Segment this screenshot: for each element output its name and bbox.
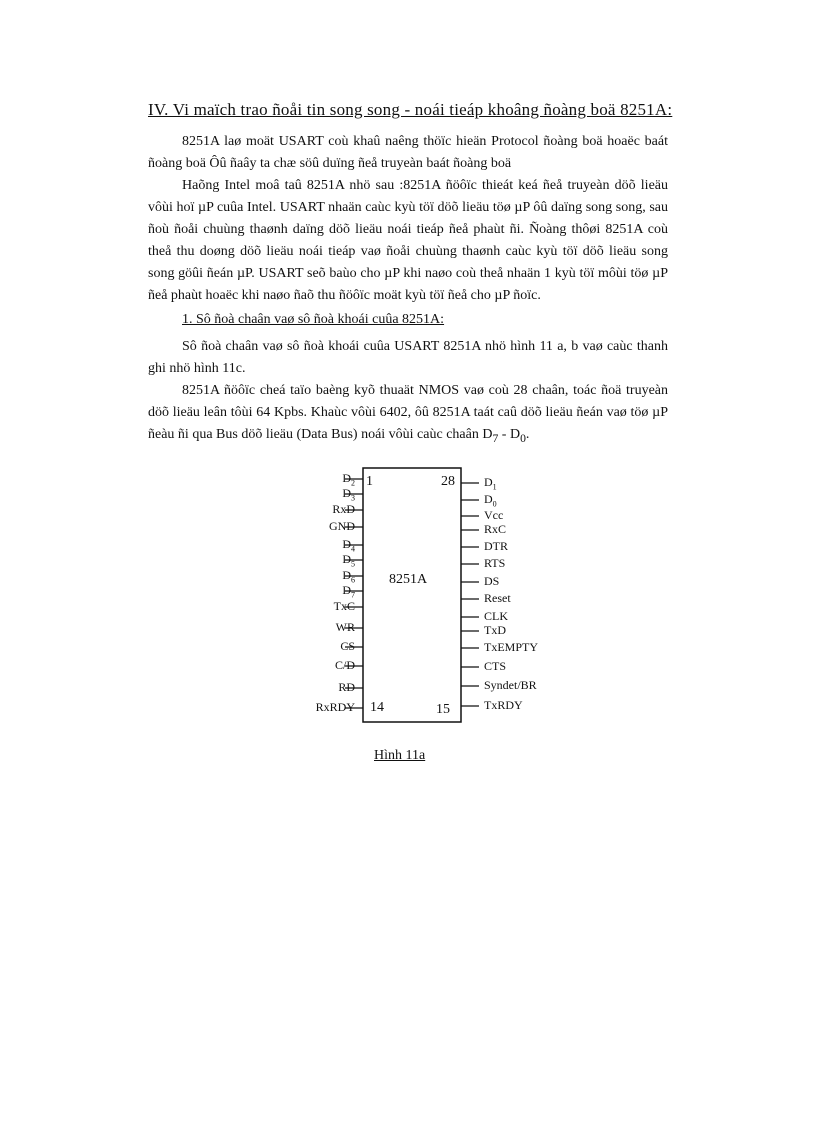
pin-name: WR: [335, 620, 355, 634]
subsection-heading: 1. Sô ñoà chaân vaø sô ñoà khoái cuûa 8251A:: [182, 312, 445, 327]
pin-name: D: [484, 475, 493, 489]
left-pin-label: [316, 701, 355, 714]
pin-subscript: 7: [351, 590, 355, 600]
right-pin-label: [484, 476, 497, 493]
pin-name: RxD: [332, 502, 355, 516]
pin-name: D: [484, 492, 493, 506]
pin-name: D: [342, 471, 351, 485]
pin-subscript: 0: [492, 499, 497, 509]
left-pin-label: [338, 681, 355, 694]
paragraph-intro: 8251A laø moät USART coù khaû naêng thöïc hieän Protocol ñoàng boä hoaëc baát ñoàng boä Ôû ñaây ta chæ söû duïng ñeå truyeàn baát ñoàng boä: [148, 134, 668, 171]
chip-body: [363, 468, 461, 722]
pin-name: GND: [329, 519, 355, 533]
pin-subscript: 4: [351, 544, 355, 554]
left-pin-label: [335, 659, 355, 672]
pin-subscript: 3: [351, 493, 355, 503]
pin-name: D: [342, 568, 351, 582]
left-pin-label: [336, 621, 355, 634]
pin-name: TxD: [484, 623, 506, 637]
section-heading: IV. Vi maïch trao ñoåi tin song song - noái tieáp khoâng ñoàng boä 8251A:: [148, 100, 673, 119]
pin-name: RD: [338, 680, 355, 694]
paragraph-nmos-dash: - D: [498, 427, 521, 442]
right-pin-label: [484, 679, 537, 692]
pin-number-15: 15: [436, 702, 450, 717]
right-pin-label: [484, 592, 511, 605]
left-pin-label: [329, 520, 355, 533]
pin-name: D: [342, 537, 351, 551]
pin-name: DS: [484, 574, 500, 588]
pin-name: Syndet/BR: [484, 678, 537, 692]
pin-name: RxRDY: [315, 700, 355, 714]
pin-name: RTS: [484, 556, 506, 570]
pin-number-1: 1: [366, 474, 373, 489]
left-pin-label: [340, 640, 355, 653]
pin-name: D: [342, 486, 351, 500]
pin-name: TxRDY: [484, 698, 523, 712]
pin-subscript: 6: [351, 575, 355, 585]
chip-name-label: 8251A: [389, 572, 428, 587]
right-pin-label: [484, 523, 506, 536]
left-pin-label: [334, 600, 355, 613]
pin-subscript: 5: [351, 559, 355, 569]
paragraph-pinout-reference: Sô ñoà chaân vaø sô ñoà khoái cuûa USART 8251A nhö hình 11 a, b vaø caùc thanh ghi nhö hình 11c.: [148, 339, 668, 376]
pin-number-28: 28: [441, 474, 455, 489]
pin-name: DTR: [484, 539, 508, 553]
pin-subscript: 1: [492, 482, 497, 492]
subscript-d7: 7: [492, 431, 499, 445]
pin-name: CTS: [484, 659, 507, 673]
right-pin-label: [484, 540, 508, 553]
right-pin-label: [484, 610, 508, 623]
pin-name: D: [342, 583, 351, 597]
paragraph-nmos-description: [148, 380, 668, 450]
right-pin-label: [484, 575, 499, 588]
pin-name: TxEMPTY: [484, 640, 538, 654]
pin-name: Vcc: [484, 508, 504, 522]
pin-name: CS: [340, 639, 355, 653]
right-pin-label: [484, 660, 506, 673]
pin-name: RxC: [484, 522, 507, 536]
pin-number-14: 14: [370, 700, 384, 715]
right-pin-label: [484, 699, 523, 712]
right-pin-label: [484, 641, 538, 654]
right-pin-label: [484, 624, 506, 637]
pin-name: Reset: [484, 591, 511, 605]
paragraph-nmos-text: 8251A ñöôïc cheá taïo baèng kyõ thuaät NMOS vaø coù 28 chaân, toác ñoä truyeàn döõ lieäu leân tôùi 64 Kpbs. Khaùc vôùi 6402, ôû 8251A taát caû döõ lieäu ñeán vaø töø µP ñeàu ñi qua Bus döõ lieäu (Data Bus) noái vôùi caùc chaân D: [148, 383, 668, 442]
figure-caption: Hình 11a: [374, 748, 426, 763]
right-pin-label: [484, 509, 503, 522]
pin-name: D: [342, 552, 351, 566]
paragraph-intel-description: Haõng Intel moâ taû 8251A nhö sau :8251A ñöôïc thieát keá ñeå truyeàn döõ lieäu vôùi hoï µP cuûa Intel. USART nhaän caùc kyù töï döõ lieäu töø µP ôû daïng song song, sau ñoù ñoåi chuùng thaønh daïng döõ lieäu noái tieáp ñeå phaùt ñi. Ñoàng thôøi 8251A coù theå thu doøng döõ lieäu noái tieáp vaø ñoåi chuùng thaønh caùc kyù töï döõ lieäu song song göûi ñeán µP. USART seõ baùo cho µP khi naøo coù theå nhaän 1 kyù töï môùi töø µP ñeå phaùt hoaëc khi naøo ñaõ thu ñöôïc moät kyù töï ñeå cho µP ñoïc.: [148, 178, 668, 303]
pin-name: CLK: [484, 609, 508, 623]
subscript-d0: 0: [520, 431, 526, 445]
paragraph-nmos-end: .: [525, 427, 530, 442]
pinout-figure: [290, 462, 560, 730]
pin-subscript: 2: [351, 478, 355, 488]
pin-name: TxC: [333, 599, 355, 613]
pin-name: C/D: [334, 658, 355, 672]
left-pin-label: [332, 503, 355, 516]
right-pin-label: [484, 557, 505, 570]
